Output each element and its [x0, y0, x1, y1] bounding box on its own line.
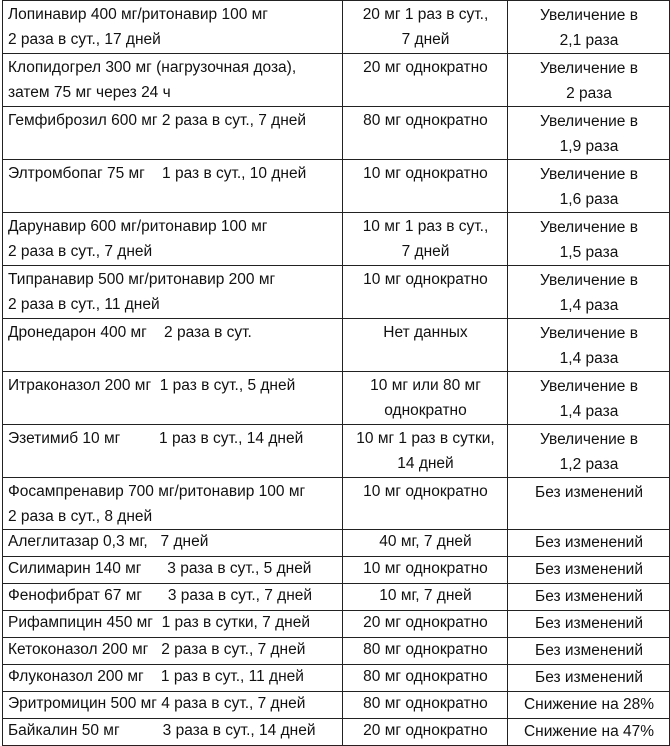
- table-row: [3, 107, 670, 160]
- dose-cell: 40 мг, 7 дней: [343, 530, 508, 557]
- effect-cell: Увеличение в 1,4 раза: [508, 372, 670, 425]
- drug-cell: Фенофибрат 67 мг 3 раза в сут., 7 дней: [3, 584, 343, 611]
- interaction-table: [2, 0, 670, 746]
- drug-cell: Лопинавир 400 мг/ритонавир 100 мг 2 раза в сут., 17 дней: [3, 1, 343, 54]
- dose-cell: 20 мг однократно: [343, 611, 508, 638]
- effect-cell: Без изменений: [508, 557, 670, 584]
- drug-cell: Типранавир 500 мг/ритонавир 200 мг 2 раза в сут., 11 дней: [3, 266, 343, 319]
- dose-cell: 80 мг однократно: [343, 692, 508, 719]
- dose-cell: 10 мг однократно: [343, 557, 508, 584]
- table-row: [3, 478, 670, 530]
- table-row: [3, 557, 670, 584]
- dose-cell: 80 мг однократно: [343, 107, 508, 160]
- table-row: [3, 611, 670, 638]
- dose-cell: 10 мг однократно: [343, 266, 508, 319]
- effect-cell: Увеличение в 2,1 раза: [508, 1, 670, 54]
- drug-cell: Алеглитазар 0,3 мг, 7 дней: [3, 530, 343, 557]
- dose-cell: 20 мг 1 раз в сут., 7 дней: [343, 1, 508, 54]
- effect-cell: Увеличение в 1,4 раза: [508, 266, 670, 319]
- dose-cell: 10 мг, 7 дней: [343, 584, 508, 611]
- dose-cell: 20 мг однократно: [343, 54, 508, 107]
- drug-cell: Силимарин 140 мг 3 раза в сут., 5 дней: [3, 557, 343, 584]
- dose-cell: 20 мг однократно: [343, 719, 508, 746]
- drug-cell: Байкалин 50 мг 3 раза в сут., 14 дней: [3, 719, 343, 746]
- table-row: [3, 638, 670, 665]
- table-row: [3, 1, 670, 54]
- dose-cell: 10 мг однократно: [343, 478, 508, 530]
- table-row: [3, 160, 670, 213]
- table-row: [3, 530, 670, 557]
- drug-cell: Фосампренавир 700 мг/ритонавир 100 мг 2 раза в сут., 8 дней: [3, 478, 343, 530]
- drug-cell: Элтромбопаг 75 мг 1 раз в сут., 10 дней: [3, 160, 343, 213]
- effect-cell: Увеличение в 1,6 раза: [508, 160, 670, 213]
- drug-cell: Итраконазол 200 мг 1 раз в сут., 5 дней: [3, 372, 343, 425]
- effect-cell: Увеличение в 1,2 раза: [508, 425, 670, 478]
- drug-cell: Гемфиброзил 600 мг 2 раза в сут., 7 дней: [3, 107, 343, 160]
- drug-cell: Дронедарон 400 мг 2 раза в сут.: [3, 319, 343, 372]
- dose-cell: 10 мг однократно: [343, 160, 508, 213]
- effect-cell: Без изменений: [508, 665, 670, 692]
- table-row: [3, 319, 670, 372]
- table-row: [3, 692, 670, 719]
- drug-cell: Клопидогрел 300 мг (нагрузочная доза), затем 75 мг через 24 ч: [3, 54, 343, 107]
- effect-cell: Снижение на 47%: [508, 719, 670, 746]
- effect-cell: Без изменений: [508, 478, 670, 530]
- drug-cell: Дарунавир 600 мг/ритонавир 100 мг 2 раза в сут., 7 дней: [3, 213, 343, 266]
- effect-cell: Увеличение в 1,5 раза: [508, 213, 670, 266]
- effect-cell: Увеличение в 1,9 раза: [508, 107, 670, 160]
- drug-cell: Рифампицин 450 мг 1 раз в сутки, 7 дней: [3, 611, 343, 638]
- effect-cell: Без изменений: [508, 611, 670, 638]
- dose-cell: 80 мг однократно: [343, 638, 508, 665]
- drug-cell: Эзетимиб 10 мг 1 раз в сут., 14 дней: [3, 425, 343, 478]
- drug-cell: Флуконазол 200 мг 1 раз в сут., 11 дней: [3, 665, 343, 692]
- dose-cell: 80 мг однократно: [343, 665, 508, 692]
- dose-cell: 10 мг 1 раз в сут., 7 дней: [343, 213, 508, 266]
- table-row: [3, 266, 670, 319]
- table-row: [3, 425, 670, 478]
- table-row: [3, 665, 670, 692]
- dose-cell: 10 мг или 80 мг однократно: [343, 372, 508, 425]
- effect-cell: Без изменений: [508, 584, 670, 611]
- table-row: [3, 213, 670, 266]
- effect-cell: Увеличение в 1,4 раза: [508, 319, 670, 372]
- table-row: [3, 584, 670, 611]
- effect-cell: Без изменений: [508, 530, 670, 557]
- dose-cell: Нет данных: [343, 319, 508, 372]
- effect-cell: Увеличение в 2 раза: [508, 54, 670, 107]
- table-row: [3, 719, 670, 746]
- dose-cell: 10 мг 1 раз в сутки, 14 дней: [343, 425, 508, 478]
- drug-cell: Кетоконазол 200 мг 2 раза в сут., 7 дней: [3, 638, 343, 665]
- drug-cell: Эритромицин 500 мг 4 раза в сут., 7 дней: [3, 692, 343, 719]
- table-row: [3, 54, 670, 107]
- effect-cell: Снижение на 28%: [508, 692, 670, 719]
- table-row: [3, 372, 670, 425]
- effect-cell: Без изменений: [508, 638, 670, 665]
